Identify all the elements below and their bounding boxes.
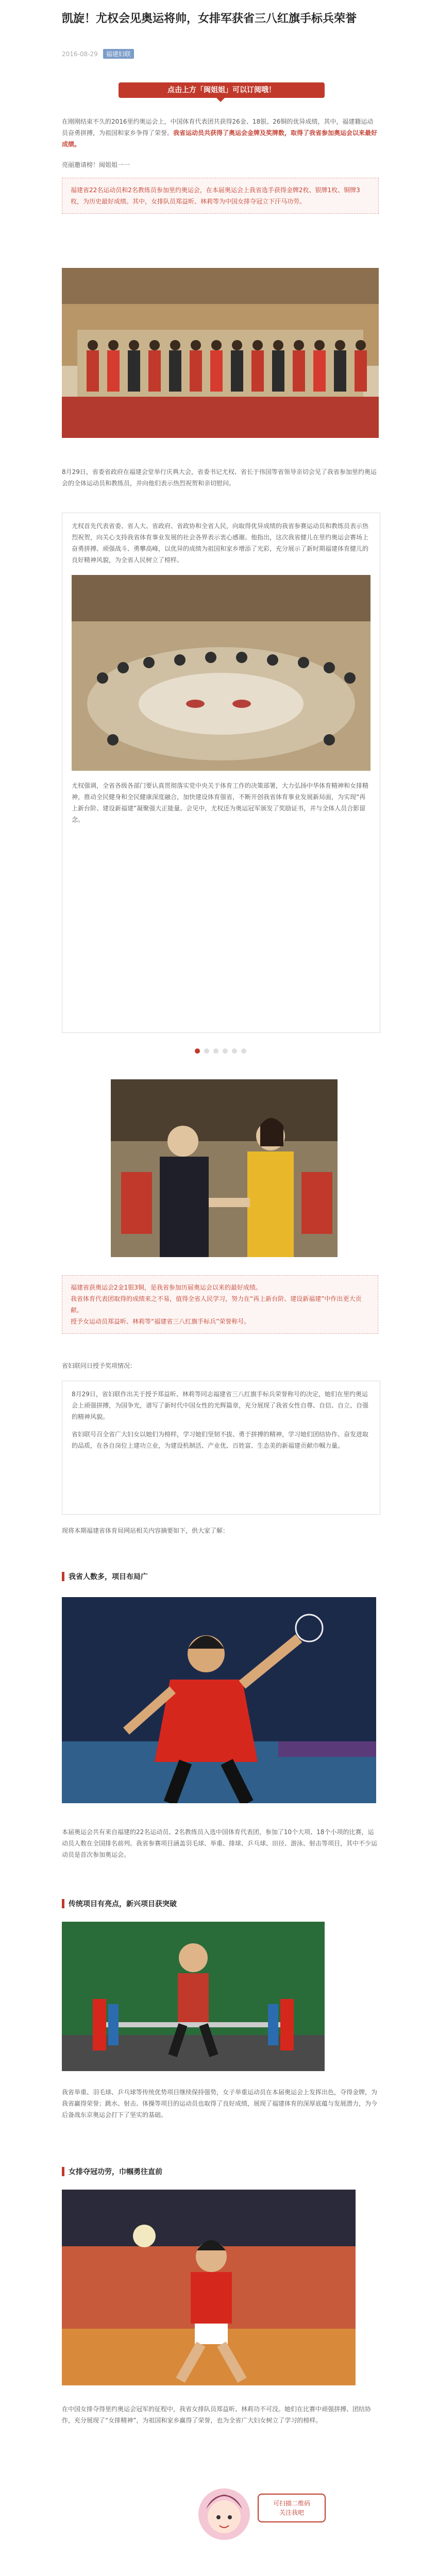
section-text-1: 本届奥运会共有来自福建的22名运动员、2名教练员入选中国体育代表团，参加了10个大项、18个小项的比赛，运动员人数在全国排名前列。我省参赛项目涵盖羽毛球、举重、排球、乒乓球、田径、游泳、射击等项目，其中不少运动员是首次参加奥运会。 — [62, 1828, 378, 1858]
mid-paragraph: 现将本期福建省体育局网站相关内容摘要如下，供大家了解： — [62, 1527, 229, 1534]
carousel-dot[interactable] — [232, 1048, 237, 1054]
honor-paragraph-1: 8月29日，省妇联作出关于授予郑益昕、林莉等同志福建省三八红旗手标兵荣誉称号的决定，她们在里约奥运会上顽强拼搏，为国争光，谱写了新时代中国女性的光辉篇章，充分展现了我省女性自尊、自信、自立、自强的精神风貌。 — [72, 1391, 369, 1420]
section-title-3: 女排夺冠功劳，巾帼勇往直前 — [69, 2168, 162, 2176]
carousel-dot[interactable] — [213, 1048, 218, 1054]
section-heading-1 — [62, 1571, 148, 1582]
section-title-2: 传统项目有亮点，新兴项目获突破 — [69, 1900, 177, 1908]
section-heading-2 — [62, 1899, 177, 1909]
handshake-photo — [111, 1079, 338, 1257]
carousel-dot[interactable] — [241, 1048, 246, 1054]
meeting-paragraph-1: 尤权首先代表省委、省人大、省政府、省政协和全省人民，向取得优异成绩的我省参赛运动员和教练员表示热烈祝贺，向关心支持我省体育事业发展的社会各界表示衷心感谢。他指出，这次我省健儿在里约奥运会赛场上奋勇拼搏、顽强战斗、勇攀高峰，以优异的成绩为祖国和家乡增添了光彩，充分展示了新时期福建体育健儿的良好精神风貌，为全省人民树立了榜样。 — [72, 522, 369, 564]
section-marker — [62, 1899, 64, 1908]
group-photo-drawing — [62, 268, 379, 438]
achievement-line-3: 授予女运动员郑益昕、林莉等“福建省三八红旗手标兵”荣誉称号。 — [71, 1318, 250, 1325]
paragraph-after-photo1: 8月29日，省委省政府在福建会堂举行庆典大会，省委书记尤权、省长于伟国等省领导亲切会见了我省参加里约奥运会的全体运动员和教练员，并向他们表示热烈祝贺和亲切慰问。 — [62, 468, 377, 487]
honor-frame — [62, 1381, 380, 1515]
badminton-photo — [62, 1597, 376, 1803]
carousel-dots[interactable] — [62, 1048, 379, 1054]
highlight-box: 福建省22名运动员和2名教练员参加里约奥运会，在本届奥运会上我省选手获得金牌2枚、银牌1枚、铜牌3枚，为历史最好成绩。其中，女排队员郑益昕、林莉等为中国女排夺冠立下汗马功劳。 — [62, 178, 379, 214]
honor-paragraph-2: 省妇联号召全省广大妇女以她们为榜样，学习她们坚韧不拔、勇于拼搏的精神，学习她们团结协作、奋发进取的品质，在各自岗位上建功立业，为建设机制活、产业优、百姓富、生态美的新福建贡献巾帼力量。 — [72, 1431, 369, 1449]
article-date: 2016-08-29 — [62, 50, 98, 58]
intro-paragraph: 在刚刚结束不久的2016里约奥运会上，中国体育代表团共获得26金、18银、26铜的优异成绩，其中，福建籍运动员奋勇拼搏，为祖国和家乡争得了荣誉。我省运动员共获得了奥运会金牌及奖牌数，取得了我省参加奥运会以来最好成绩。 — [62, 118, 378, 148]
weightlifting-photo — [62, 1922, 325, 2071]
volleyball-photo-drawing — [62, 2190, 356, 2385]
achievement-line-2: 我省体育代表团取得的成绩来之不易，值得全省人民学习，努力在“再上新台阶、建设新福建”中作出更大贡献。 — [71, 1295, 362, 1314]
achievement-line-1: 福建省获奥运会2金1银3铜，是我省参加历届奥运会以来的最好成绩。 — [71, 1284, 262, 1291]
weightlifting-photo-drawing — [62, 1922, 325, 2071]
section-marker — [62, 1572, 64, 1581]
volleyball-photo — [62, 2190, 356, 2385]
intro-section — [62, 116, 379, 214]
badminton-photo-drawing — [62, 1597, 376, 1803]
meeting-photo — [72, 575, 370, 771]
scan-bubble: 可扫描二维码 关注我吧 — [258, 2494, 326, 2522]
mascot-illustration — [196, 2478, 252, 2555]
meeting-paragraph-2: 尤权强调，全省各级各部门要认真贯彻落实党中央关于体育工作的决策部署，大力弘扬中华体育精神和女排精神，推动全民健身和全民健康深度融合，加快建设体育强省，不断开创我省体育事业发展新局面，为实现“再上新台阶、建设新福建”凝聚强大正能量。会见中，尤权还为奥运冠军颁发了奖励证书，并与全体人员合影留念。 — [72, 782, 369, 823]
meeting-frame — [62, 513, 380, 1033]
carousel-dot[interactable] — [195, 1048, 200, 1054]
mascot-drawing — [196, 2478, 252, 2555]
intro-link-line: 亮丽邀请榜！闽姐姐一一 — [62, 161, 130, 168]
section-heading-3 — [62, 2166, 162, 2177]
section-text-3: 在中国女排夺得里约奥运会冠军的征程中，我省女排队员郑益昕、林莉功不可没。她们在比赛中顽强拼搏、团结协作，充分展现了“女排精神”，为祖国和家乡赢得了荣誉，也为全省广大妇女树立了学习的榜样。 — [62, 2405, 372, 2424]
section-marker — [62, 2167, 64, 2176]
account-link[interactable]: 福建妇联 — [103, 49, 134, 59]
group-photo — [62, 268, 379, 438]
carousel-dot[interactable] — [204, 1048, 209, 1054]
meeting-photo-drawing — [72, 575, 370, 771]
handshake-photo-drawing — [111, 1079, 338, 1257]
article-meta — [62, 49, 134, 59]
subscribe-banner[interactable]: 点击上方「闽姐姐」可以订阅哦！ — [119, 82, 325, 98]
honor-intro: 省妇联同日授予奖项情况： — [62, 1362, 137, 1369]
article-title: 凯旋！尤权会见奥运将帅，女排军获省三八红旗手标兵荣誉 — [62, 12, 357, 25]
achievement-box — [62, 1275, 378, 1334]
section-text-2: 我省举重、羽毛球、乒乓球等传统优势项目继续保持强势，女子举重运动员在本届奥运会上发挥出色，夺得金牌，为我省赢得荣誉；跳水、射击、体操等项目的运动员也取得了良好成绩，展现了福建体育的深厚底蕴与发展潜力，为今后备战东京奥运会打下了坚实的基础。 — [62, 2089, 378, 2119]
carousel-dot[interactable] — [223, 1048, 228, 1054]
section-title-1: 我省人数多，项目布局广 — [69, 1573, 148, 1581]
